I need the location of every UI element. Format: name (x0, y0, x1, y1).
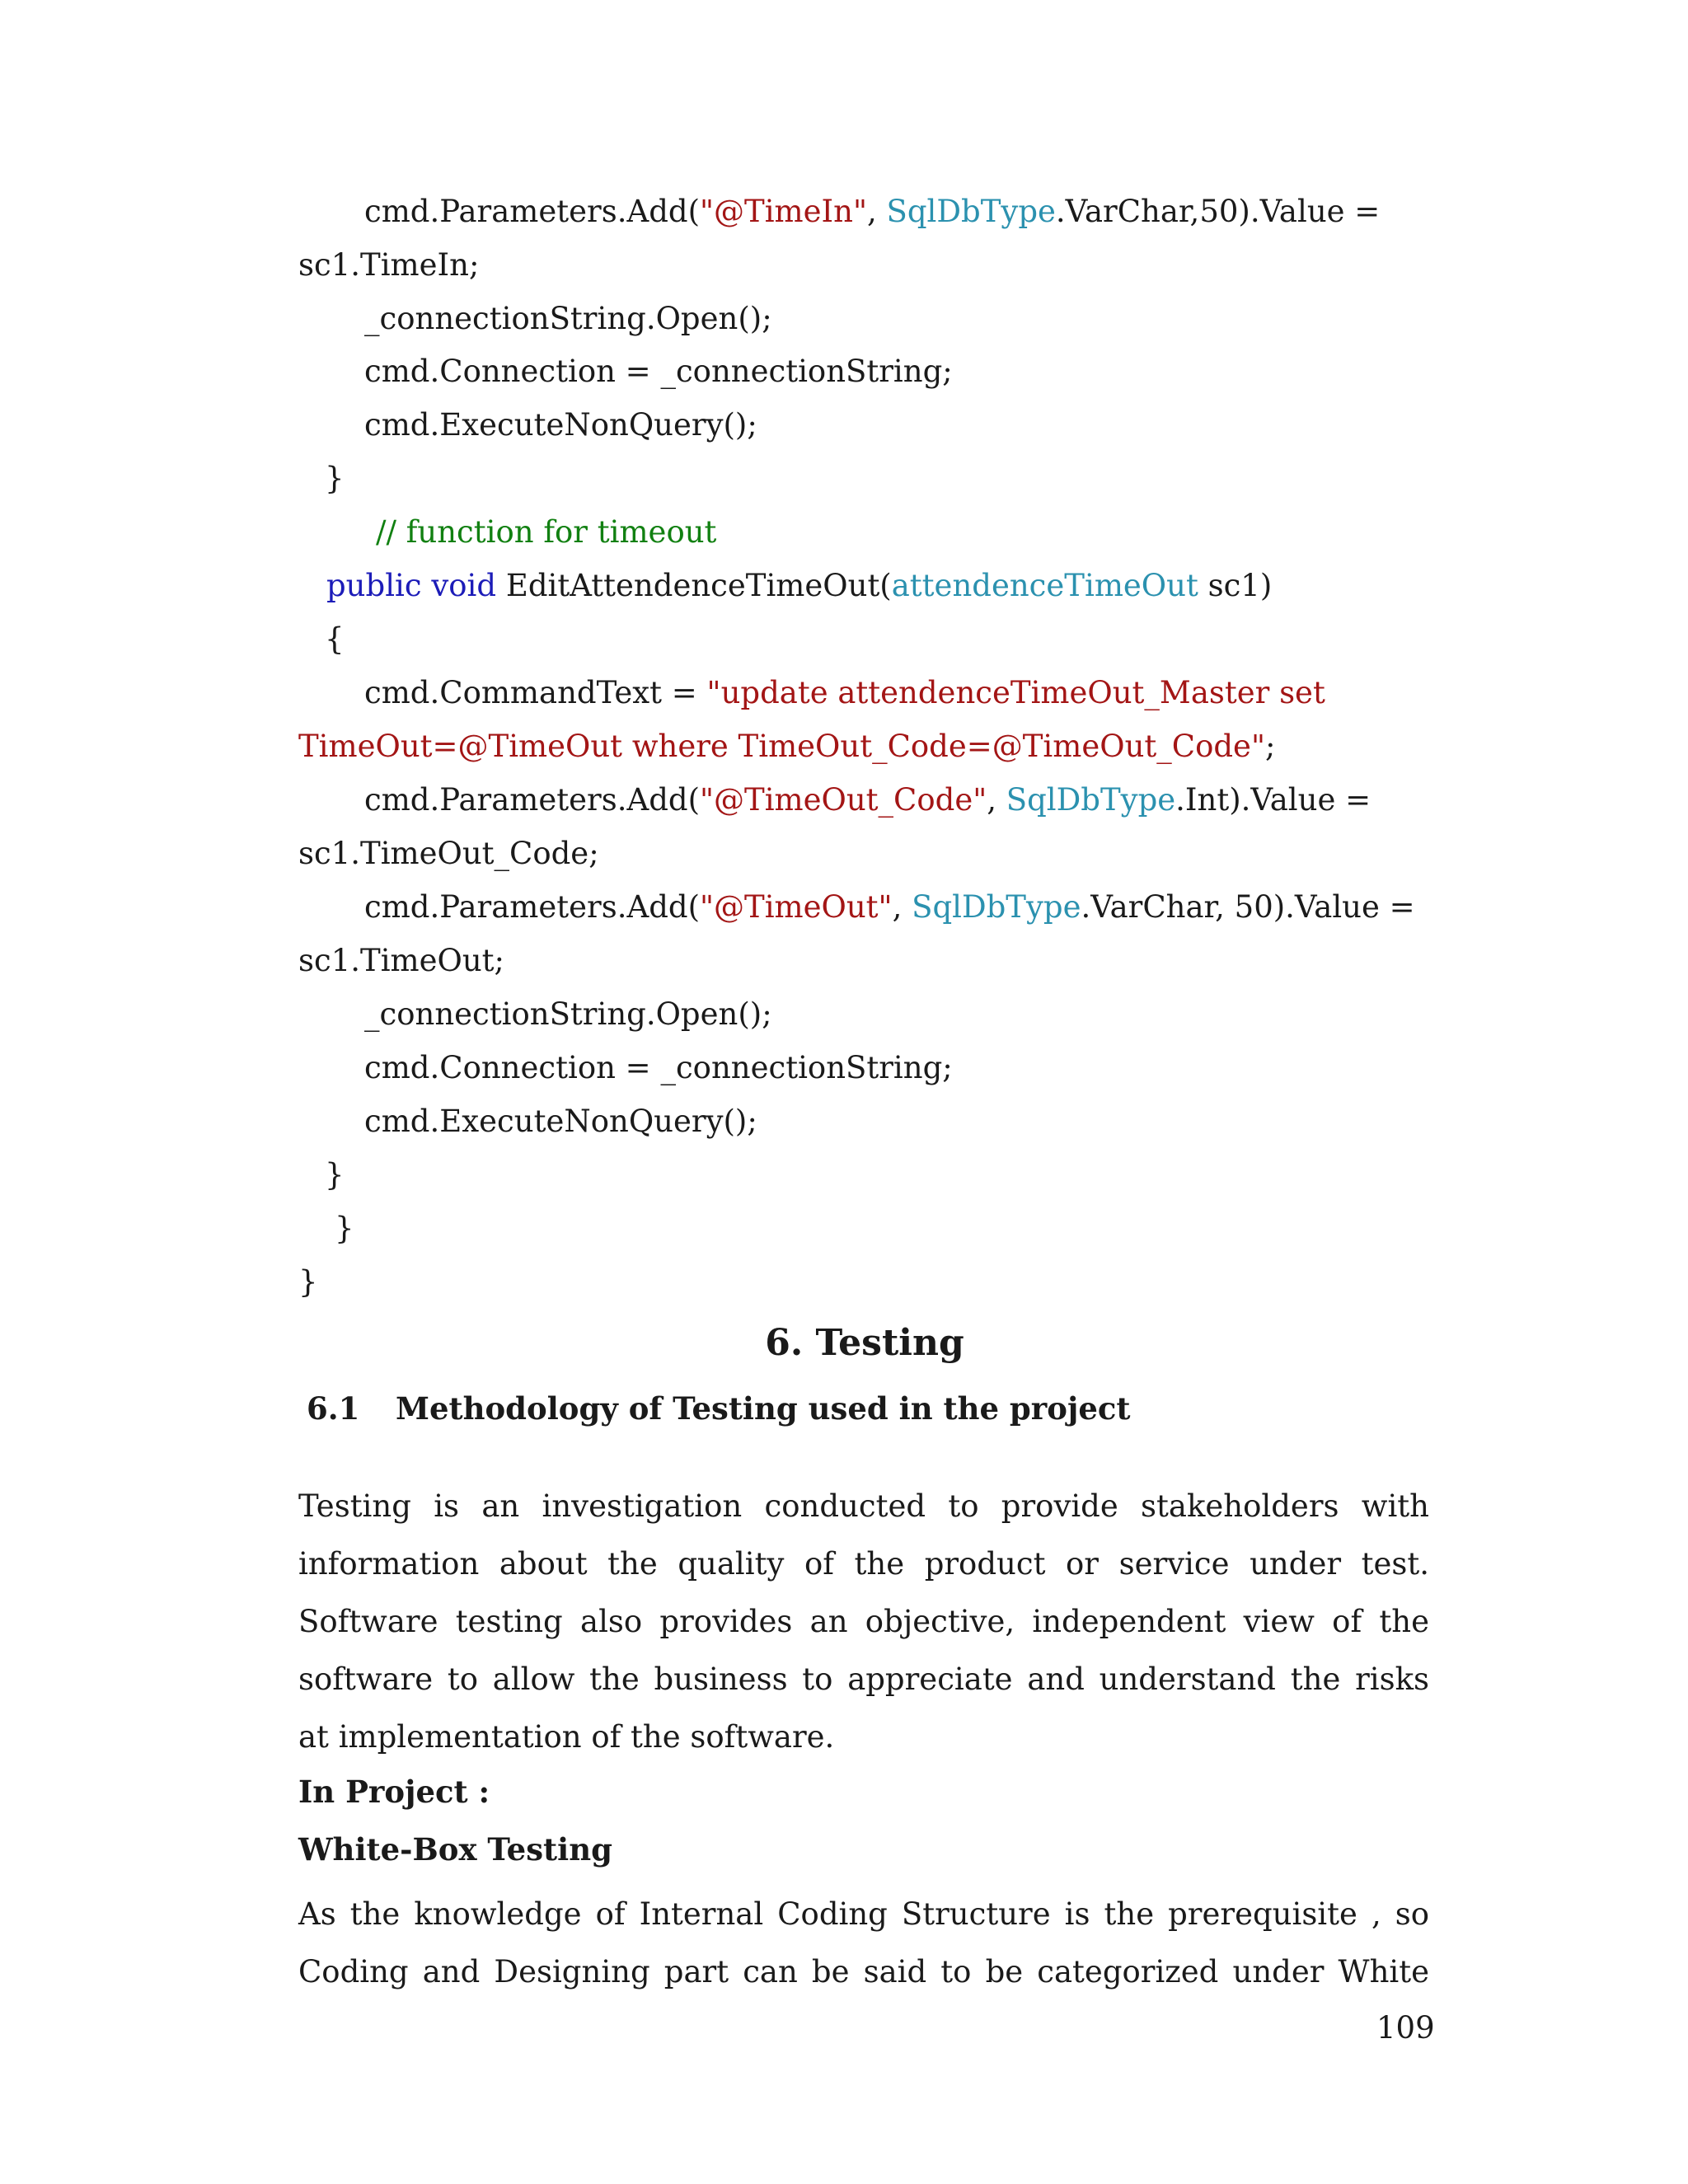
code-line: sc1.TimeOut; (298, 943, 505, 978)
code-line: cmd.ExecuteNonQuery(); (364, 1104, 757, 1139)
code-line: cmd.CommandText = "update attendenceTimeOut_Master set (364, 675, 1325, 710)
code-line: cmd.Parameters.Add("@TimeOut_Code", SqlDbType.Int).Value = (364, 782, 1372, 818)
code-line: { (325, 621, 345, 657)
white-box-heading: White-Box Testing (298, 1831, 612, 1868)
subsection-number: 6.1 (307, 1390, 360, 1427)
code-line: TimeOut=@TimeOut where TimeOut_Code=@TimeOut_Code"; (298, 729, 1276, 764)
code-line: cmd.ExecuteNonQuery(); (364, 407, 757, 443)
paragraph-line: Testing is an investigation conducted to provide stakeholders with (298, 1488, 1429, 1524)
code-line: } (325, 461, 345, 496)
code-line: } (298, 1264, 318, 1300)
code-line: sc1.TimeOut_Code; (298, 836, 599, 871)
code-line: public void EditAttendenceTimeOut(attendenceTimeOut sc1) (326, 568, 1273, 603)
code-comment: // function for timeout (376, 514, 717, 550)
section-title: 6. Testing (765, 1322, 964, 1364)
code-line: cmd.Parameters.Add("@TimeIn", SqlDbType.VarChar,50).Value = (364, 194, 1381, 229)
code-line: } (335, 1211, 354, 1246)
paragraph-line: As the knowledge of Internal Coding Structure is the prerequisite , so (298, 1896, 1429, 1932)
code-line: cmd.Parameters.Add("@TimeOut", SqlDbType.VarChar, 50).Value = (364, 889, 1415, 925)
paragraph-line: at implementation of the software. (298, 1719, 835, 1755)
code-line: cmd.Connection = _connectionString; (364, 354, 953, 389)
paragraph-line: Coding and Designing part can be said to be categorized under White (298, 1954, 1429, 1990)
subsection-label: Methodology of Testing used in the project (396, 1390, 1131, 1427)
code-line: } (325, 1157, 345, 1193)
body-paragraph (298, 1478, 1429, 1766)
page-number: 109 (1376, 2010, 1435, 2046)
in-project-heading: In Project : (298, 1774, 490, 1810)
code-line: _connectionString.Open(); (364, 301, 772, 336)
code-line: cmd.Connection = _connectionString; (364, 1050, 953, 1085)
code-line: sc1.TimeIn; (298, 247, 480, 283)
subsection-title (307, 1388, 1131, 1429)
paragraph-line: Software testing also provides an objective, independent view of the (298, 1604, 1429, 1639)
code-line: _connectionString.Open(); (364, 996, 772, 1032)
paragraph-line: information about the quality of the product or service under test. (298, 1546, 1429, 1582)
paragraph-line: software to allow the business to appreciate and understand the risks (298, 1661, 1429, 1697)
body-paragraph-2 (298, 1886, 1429, 2001)
